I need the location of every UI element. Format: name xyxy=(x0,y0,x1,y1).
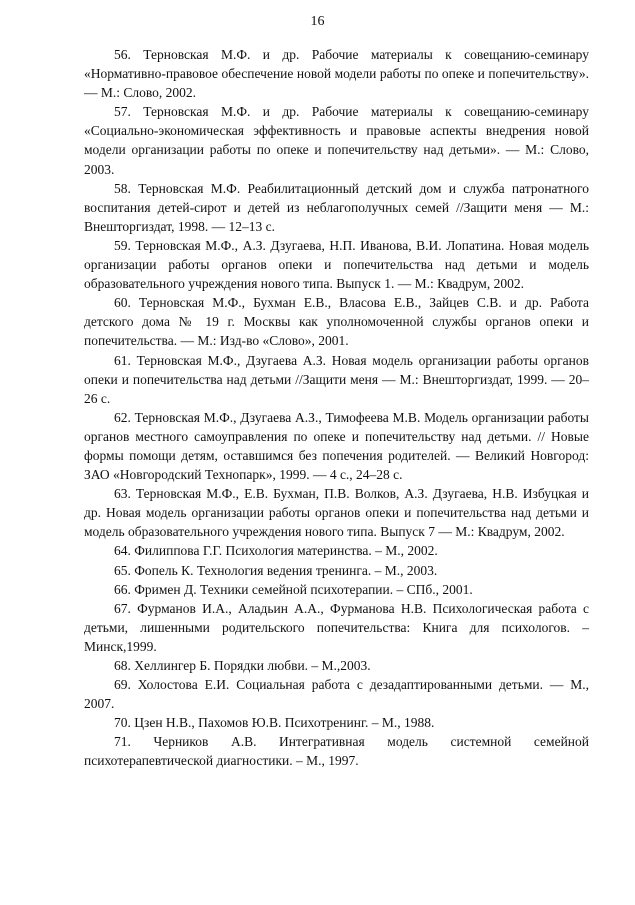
reference-item xyxy=(84,541,589,560)
page-number: 16 xyxy=(310,14,325,29)
reference-number: 70 . xyxy=(114,715,134,730)
reference-text: Фримен Д. Техники семейной психотерапии. – СПб., 2001. xyxy=(134,581,473,597)
reference-item xyxy=(84,236,589,293)
reference-text: Терновская М.Ф., А.З. Дзугаева, Н.П. Иванова, В.И. Лопатина. Новая модель организации работы органов опеки и попечительства над детьми и модель образовательного учреждения нового типа. Выпуск 1. — М.: Квадрум, 2002. xyxy=(84,237,589,292)
reference-text: Фурманов И.А., Аладьин А.А., Фурманова Н.В. Психологическая работа с детьми, лишенными родительского попечительства: Книга для психологов. – Минск,1999. xyxy=(84,600,589,654)
reference-item xyxy=(84,484,589,541)
reference-item xyxy=(84,45,589,102)
reference-number: 58 . xyxy=(114,181,138,196)
reference-text: Терновская М.Ф., Бухман Е.В., Власова Е.В., Зайцев С.В. и др. Работа детского дома № 19 г. Москвы как уполномоченной службы органов опеки и попечительства. — М.: Изд-во «Слово», 2001. xyxy=(84,295,589,349)
reference-number: 66 . xyxy=(114,582,134,597)
reference-number: 69 . xyxy=(114,677,138,692)
reference-number: 67 . xyxy=(114,601,137,616)
reference-text: Черников А.В. Интегративная модель системной семейной психотерапевтической диагностики. – М., 1997. xyxy=(84,734,590,769)
reference-text: Фопель К. Технология ведения тренинга. – М., 2003. xyxy=(134,562,438,578)
reference-number: 64 . xyxy=(114,543,134,558)
reference-number: 61 . xyxy=(114,353,137,368)
reference-text: Холостова Е.И. Социальная работа с дезадаптированными детьми. — М., 2007. xyxy=(84,677,590,712)
reference-item xyxy=(84,293,589,350)
reference-item xyxy=(84,656,589,675)
reference-number: 56 . xyxy=(114,47,143,62)
reference-item xyxy=(84,713,589,732)
reference-item xyxy=(84,179,589,236)
reference-item xyxy=(84,561,589,580)
reference-number: 60 . xyxy=(114,295,139,310)
reference-text: Терновская М.Ф. и др. Рабочие материалы к совещанию-семинару «Социально-экономическая эффективность и правовые аспекты внедрения новой модели организации работы по опеке и попечительству над детьми». — М.: Слово, 2003. xyxy=(84,104,590,177)
reference-text: Хеллингер Б. Порядки любви. – М.,2003. xyxy=(134,658,371,673)
reference-number: 57 . xyxy=(114,104,143,119)
reference-number: 59 . xyxy=(114,238,135,253)
reference-item xyxy=(84,351,589,408)
reference-text: Терновская М.Ф. и др. Рабочие материалы к совещанию-семинару «Нормативно-правовое обеспечение новой модели работы по опеке и попечительству». — М.: Слово, 2002. xyxy=(84,47,590,101)
reference-text: Терновская М.Ф., Е.В. Бухман, П.В. Волков, А.З. Дзугаева, Н.В. Избуцкая и др. Новая модель организации работы органов опеки и попечительства над детьми и модель образовательного учреждения нового типа. Выпуск 7 — М.: Квадрум, 2002. xyxy=(84,486,589,540)
reference-item xyxy=(84,732,589,770)
reference-number: 65 . xyxy=(114,563,134,578)
reference-text: Филиппова Г.Г. Психология материнства. – М., 2002. xyxy=(134,543,438,559)
reference-text: Терновская М.Ф., Дзугаева А.З. Новая модель организации работы органов опеки и попечительства над детьми //Защити меня — М.: Внешторгиздат, 1999. — 20–26 с. xyxy=(84,352,589,406)
reference-number: 68 . xyxy=(114,658,134,673)
reference-item xyxy=(84,599,589,656)
reference-number: 62 . xyxy=(114,410,135,425)
reference-text: Терновская М.Ф., Дзугаева А.З., Тимофеева М.В. Модель организации работы органов местного самоуправления по опеке и попечительству над детьми. // Новые формы помощи детям, оставшимся без попечения родителей. — Великий Новгород: ЗАО «Новгородский Технопарк», 1999. — 4 с., 24–28 с. xyxy=(84,409,590,483)
reference-number: 71 . xyxy=(114,734,153,749)
reference-item xyxy=(84,102,589,178)
reference-text: Терновская М.Ф. Реабилитационный детский дом и служба патронатного воспитания детей-сирот и детей из неблагополучных семей //Защити меня — М.: Внешторгиздат, 1998. — 12–13 с. xyxy=(84,180,590,234)
reference-number: 63 . xyxy=(114,486,136,501)
reference-list xyxy=(84,45,589,771)
reference-item xyxy=(84,580,589,599)
reference-text: Цзен Н.В., Пахомов Ю.В. Психотренинг. – М., 1988. xyxy=(134,715,435,731)
reference-item xyxy=(84,408,589,484)
reference-item xyxy=(84,675,589,713)
